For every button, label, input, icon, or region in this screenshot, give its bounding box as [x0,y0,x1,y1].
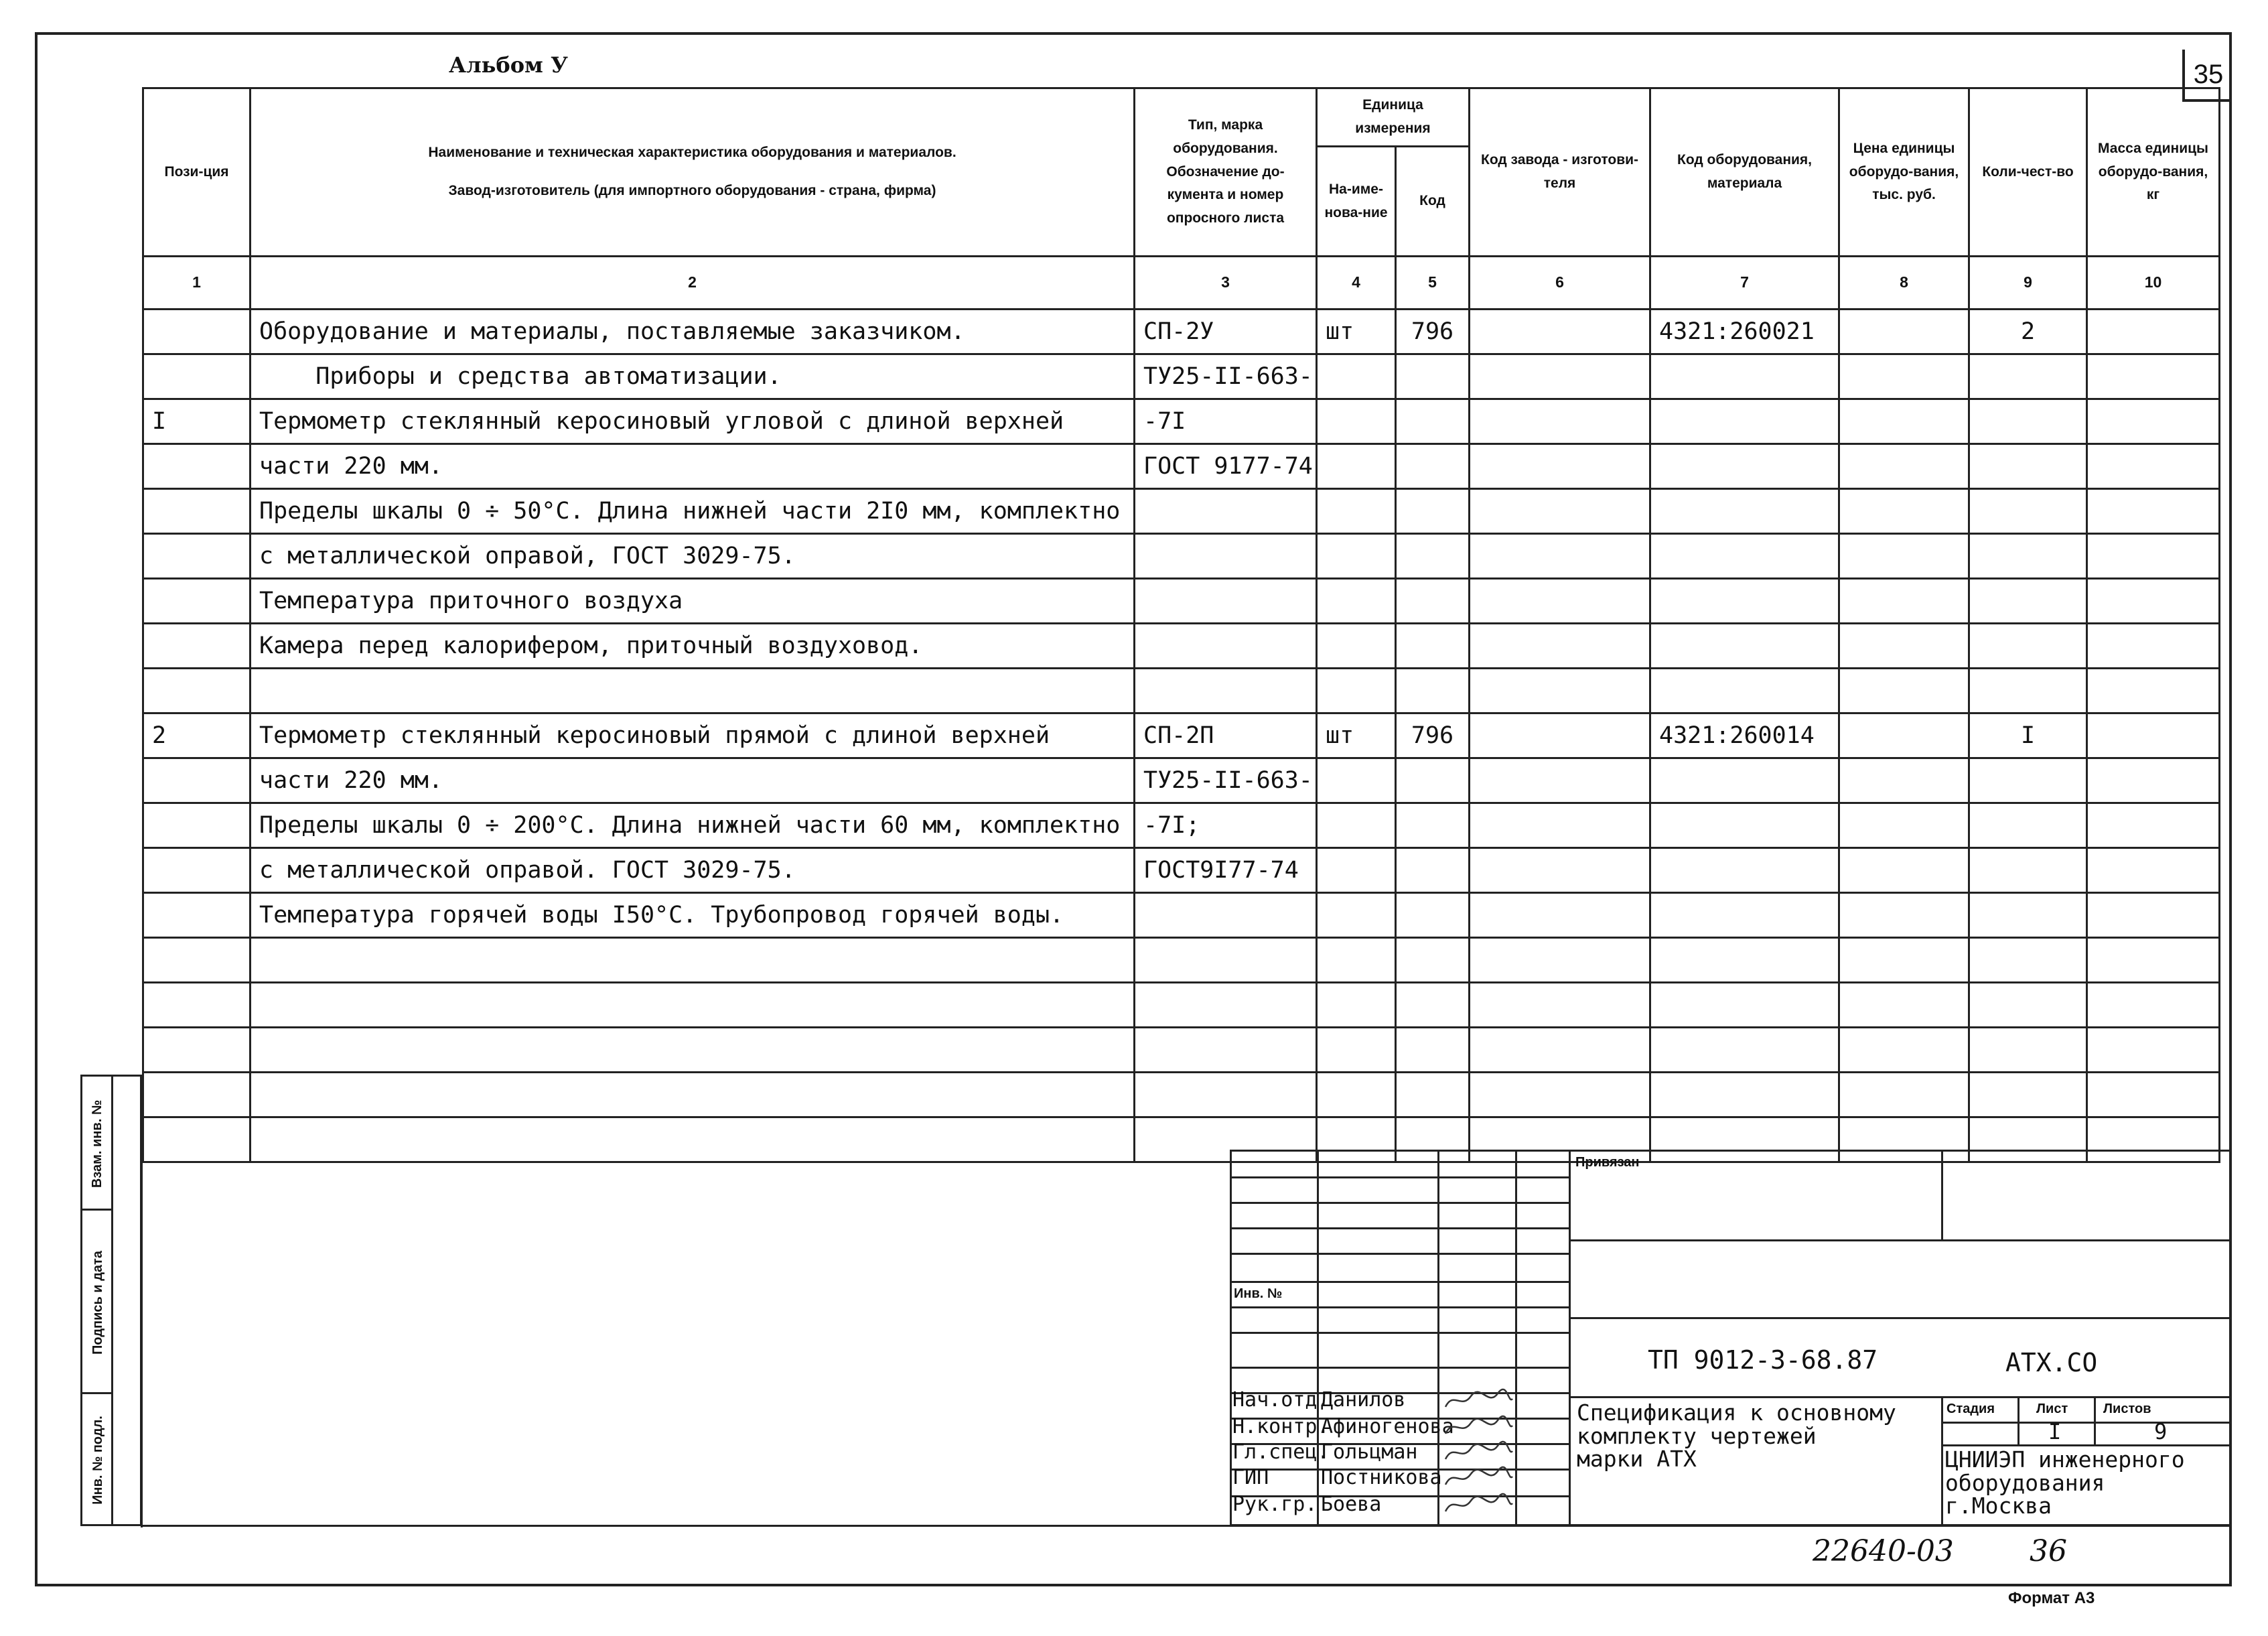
cell-plant [1470,803,1650,848]
signer-role: Н.контр. [1232,1415,1330,1438]
signer-role: Нач.отд. [1232,1388,1330,1412]
signature-icon [1441,1387,1515,1414]
cell-equip [1650,444,1839,489]
cell-type: ГОСТ 9177-74 [1135,444,1317,489]
cell-name: части 220 мм. [251,758,1135,803]
cell-qty [1969,893,2087,938]
cell-equip [1650,758,1839,803]
organization-line: ЦНИИЭП инженерного [1945,1446,2185,1473]
cell-mass [2087,1028,2220,1073]
table-row [143,803,2220,848]
cell-code [1396,983,1470,1028]
cell-unit [1317,803,1396,848]
cell-qty [1969,489,2087,534]
table-row [143,848,2220,893]
cell-unit: шт [1317,310,1396,354]
cell-equip: 4321:260014 [1650,713,1839,758]
cell-pos [143,983,251,1028]
cell-type [1135,489,1317,534]
cell-equip [1650,579,1839,624]
cell-plant [1470,758,1650,803]
table-row [143,669,2220,713]
colnum: 10 [2087,257,2220,310]
colnum: 6 [1470,257,1650,310]
header-equipment-code: Код оборудования, материала [1650,88,1839,257]
cell-name: с металлической оправой, ГОСТ 3029-75. [251,534,1135,579]
cell-qty [1969,938,2087,983]
cell-type: -7I [1135,399,1317,444]
cell-code [1396,579,1470,624]
colnum: 9 [1969,257,2087,310]
cell-qty [1969,1073,2087,1117]
header-position: Пози-ция [143,88,251,257]
header-name [251,88,1135,257]
document-code: АТХ.СО [2005,1348,2098,1377]
cell-code: 796 [1396,713,1470,758]
cell-price [1839,1073,1969,1117]
cell-equip [1650,893,1839,938]
cell-type [1135,579,1317,624]
cell-plant [1470,1028,1650,1073]
cell-name: Пределы шкалы 0 ÷ 200°С. Длина нижней части 60 мм, комплектно [251,803,1135,848]
table-row [143,310,2220,354]
cell-unit [1317,534,1396,579]
signer-role: Гл.спец. [1232,1440,1330,1464]
cell-name [251,1117,1135,1162]
cell-price [1839,938,1969,983]
cell-unit [1317,669,1396,713]
cell-name: с металлической оправой. ГОСТ 3029-75. [251,848,1135,893]
colnum: 2 [251,257,1135,310]
cell-equip [1650,489,1839,534]
cell-pos: 2 [143,713,251,758]
cell-pos [143,579,251,624]
cell-pos [143,624,251,669]
stamp-page: 36 [2030,1534,2067,1568]
cell-price [1839,893,1969,938]
cell-unit [1317,354,1396,399]
table-row [143,624,2220,669]
cell-unit [1317,848,1396,893]
cell-equip [1650,1073,1839,1117]
cell-pos [143,803,251,848]
signature-icon [1441,1414,1515,1440]
cell-mass [2087,534,2220,579]
cell-mass [2087,310,2220,354]
cell-price [1839,848,1969,893]
cell-equip [1650,803,1839,848]
cell-mass [2087,354,2220,399]
cell-name: Приборы и средства автоматизации. [251,354,1135,399]
cell-price [1839,758,1969,803]
header-type: Тип, марка оборудования. Обозначение до-кумента и номер опросного листа [1135,88,1317,257]
header-unit: Единица измерения [1317,88,1470,147]
cell-equip [1650,624,1839,669]
privyazan-label: Привязан [1575,1155,1640,1170]
cell-type [1135,1073,1317,1117]
cell-name [251,1028,1135,1073]
cell-plant [1470,713,1650,758]
cell-plant [1470,938,1650,983]
cell-mass [2087,938,2220,983]
colnum: 5 [1396,257,1470,310]
cell-type [1135,669,1317,713]
header-unit-name: На-име-нова-ние [1317,147,1396,257]
cell-name: Температура приточного воздуха [251,579,1135,624]
document-title [1577,1402,1896,1471]
cell-price [1839,534,1969,579]
cell-type: ТУ25-II-663- [1135,758,1317,803]
cell-price [1839,669,1969,713]
cell-qty: 2 [1969,310,2087,354]
sheets-label: Листов [2103,1402,2151,1416]
sidebar-label-inventory: Инв. № подл. [90,1416,105,1505]
cell-mass [2087,758,2220,803]
cell-unit [1317,893,1396,938]
cell-type: -7I; [1135,803,1317,848]
colnum: 8 [1839,257,1969,310]
signer-name: Гольцман [1321,1440,1418,1464]
table-row [143,983,2220,1028]
cell-name: Оборудование и материалы, поставляемые заказчиком. [251,310,1135,354]
cell-pos [143,534,251,579]
cell-equip [1650,354,1839,399]
sidebar-label-replace: Взам. инв. № [90,1099,105,1188]
signer-role: ГИП [1232,1466,1269,1489]
cell-mass [2087,803,2220,848]
cell-qty [1969,848,2087,893]
cell-type: СП-2У [1135,310,1317,354]
cell-code [1396,1073,1470,1117]
cell-type: ГОСТ9I77-74 [1135,848,1317,893]
cell-code [1396,669,1470,713]
paper-format: Формат А3 [2008,1589,2095,1607]
cell-code [1396,1028,1470,1073]
cell-type [1135,624,1317,669]
cell-unit [1317,624,1396,669]
cell-pos [143,310,251,354]
cell-plant [1470,669,1650,713]
cell-name: Пределы шкалы 0 ÷ 50°С. Длина нижней части 2I0 мм, комплектно [251,489,1135,534]
sheets-value: 9 [2154,1419,2168,1444]
cell-type [1135,893,1317,938]
cell-qty [1969,534,2087,579]
cell-type: СП-2П [1135,713,1317,758]
cell-price [1839,624,1969,669]
cell-plant [1470,983,1650,1028]
cell-price [1839,579,1969,624]
table-row [143,534,2220,579]
cell-qty [1969,579,2087,624]
sheet-label: Лист [2036,1402,2068,1416]
cell-pos [143,1073,251,1117]
cell-qty [1969,803,2087,848]
cell-mass [2087,489,2220,534]
organization-line: оборудования [1945,1469,2105,1496]
cell-mass [2087,624,2220,669]
cell-name [251,938,1135,983]
cell-equip [1650,983,1839,1028]
cell-type [1135,983,1317,1028]
cell-pos [143,1117,251,1162]
cell-qty [1969,624,2087,669]
cell-price [1839,310,1969,354]
cell-price [1839,354,1969,399]
cell-mass [2087,669,2220,713]
cell-name [251,669,1135,713]
cell-pos: I [143,399,251,444]
cell-price [1839,444,1969,489]
cell-pos [143,758,251,803]
cell-code [1396,534,1470,579]
cell-type [1135,534,1317,579]
cell-pos [143,669,251,713]
project-code: ТП 9012-3-68.87 [1648,1345,1878,1375]
cell-plant [1470,893,1650,938]
cell-type [1135,938,1317,983]
table-row [143,1073,2220,1117]
table-row [143,758,2220,803]
specification-table [142,87,2220,1163]
cell-mass [2087,893,2220,938]
cell-equip [1650,669,1839,713]
cell-unit [1317,399,1396,444]
table-row [143,489,2220,534]
cell-name: Камера перед калорифером, приточный воздуховод. [251,624,1135,669]
cell-equip: 4321:260021 [1650,310,1839,354]
table-row [143,399,2220,444]
table-row [143,444,2220,489]
cell-mass [2087,848,2220,893]
cell-name: Температура горячей воды I50°С. Трубопровод горячей воды. [251,893,1135,938]
column-number-row [143,257,2220,310]
cell-plant [1470,848,1650,893]
signer-name: Афиногенова [1321,1415,1454,1438]
signer-role: Рук.гр. [1232,1493,1318,1516]
cell-pos [143,489,251,534]
cell-code [1396,354,1470,399]
cell-mass [2087,713,2220,758]
cell-plant [1470,310,1650,354]
organization [1945,1448,2185,1518]
cell-code [1396,803,1470,848]
signer-name: Боева [1321,1493,1382,1516]
cell-code [1396,758,1470,803]
cell-name [251,983,1135,1028]
table-row [143,354,2220,399]
cell-unit [1317,938,1396,983]
stage-label: Стадия [1946,1402,1995,1416]
cell-plant [1470,1073,1650,1117]
cell-code [1396,489,1470,534]
cell-equip [1650,399,1839,444]
header-mass: Масса единицы оборудо-вания, кг [2087,88,2220,257]
cell-qty: I [1969,713,2087,758]
signer-name: Постникова [1321,1466,1442,1489]
cell-unit [1317,579,1396,624]
cell-plant [1470,399,1650,444]
table-row [143,579,2220,624]
cell-qty [1969,399,2087,444]
cell-price [1839,983,1969,1028]
page-number: 35 [2182,50,2232,102]
header-plant-code: Код завода - изготови-теля [1470,88,1650,257]
cell-unit [1317,489,1396,534]
signature-icon [1441,1439,1515,1466]
cell-pos [143,444,251,489]
cell-name: Термометр стеклянный керосиновый прямой с длиной верхней [251,713,1135,758]
cell-code [1396,938,1470,983]
cell-plant [1470,354,1650,399]
cell-price [1839,803,1969,848]
cell-mass [2087,983,2220,1028]
sheet-value: I [2048,1419,2062,1444]
table-row [143,713,2220,758]
cell-pos [143,893,251,938]
header-unit-code: Код [1396,147,1470,257]
cell-qty [1969,444,2087,489]
cell-plant [1470,489,1650,534]
cell-code [1396,624,1470,669]
cell-unit [1317,1028,1396,1073]
document-title-line: марки АТХ [1577,1446,1697,1473]
cell-plant [1470,534,1650,579]
signature-icon [1441,1464,1515,1491]
cell-equip [1650,848,1839,893]
inventory-number-label: Инв. № [1234,1286,1283,1301]
header-quantity: Коли-чест-во [1969,88,2087,257]
cell-pos [143,1028,251,1073]
header-name-line2: Завод-изготовитель (для импортного оборудования - страна, фирма) [448,183,936,198]
cell-type: ТУ25-II-663- [1135,354,1317,399]
cell-qty [1969,758,2087,803]
approval-sidebar [80,1075,142,1526]
sidebar-divider [141,1126,143,1527]
header-price: Цена единицы оборудо-вания, тыс. руб. [1839,88,1969,257]
cell-qty [1969,354,2087,399]
cell-qty [1969,983,2087,1028]
cell-price [1839,399,1969,444]
cell-qty [1969,669,2087,713]
cell-unit: шт [1317,713,1396,758]
cell-equip [1650,938,1839,983]
table-row [143,938,2220,983]
cell-unit [1317,1073,1396,1117]
cell-code: 796 [1396,310,1470,354]
signature-icon [1441,1491,1515,1518]
album-title: Альбом У [449,52,568,78]
cell-unit [1317,758,1396,803]
cell-name [251,1073,1135,1117]
sidebar-label-signature: Подпись и дата [90,1250,105,1355]
cell-pos [143,848,251,893]
cell-pos [143,938,251,983]
cell-mass [2087,399,2220,444]
cell-plant [1470,579,1650,624]
colnum: 3 [1135,257,1317,310]
cell-code [1396,848,1470,893]
cell-mass [2087,444,2220,489]
cell-unit [1317,444,1396,489]
cell-code [1396,399,1470,444]
cell-price [1839,489,1969,534]
cell-plant [1470,444,1650,489]
cell-code [1396,893,1470,938]
document-title-line: комплекту чертежей [1577,1422,1817,1449]
cell-mass [2087,579,2220,624]
document-title-line: Спецификация к основному [1577,1400,1896,1426]
cell-name: Термометр стеклянный керосиновый угловой с длиной верхней [251,399,1135,444]
signer-name: Данилов [1321,1388,1406,1412]
cell-equip [1650,1028,1839,1073]
cell-type [1135,1028,1317,1073]
colnum: 4 [1317,257,1396,310]
table-row [143,893,2220,938]
cell-unit [1317,983,1396,1028]
colnum: 7 [1650,257,1839,310]
cell-name: части 220 мм. [251,444,1135,489]
cell-plant [1470,624,1650,669]
cell-price [1839,1028,1969,1073]
cell-qty [1969,1028,2087,1073]
cell-mass [2087,1073,2220,1117]
cell-code [1396,444,1470,489]
colnum: 1 [143,257,251,310]
header-name-line1: Наименование и техническая характеристика оборудования и материалов. [428,145,956,161]
cell-pos [143,354,251,399]
table-row [143,1028,2220,1073]
organization-line: г.Москва [1945,1493,2052,1519]
cell-price [1839,713,1969,758]
stamp-number: 22640-03 [1813,1534,1954,1568]
cell-equip [1650,534,1839,579]
